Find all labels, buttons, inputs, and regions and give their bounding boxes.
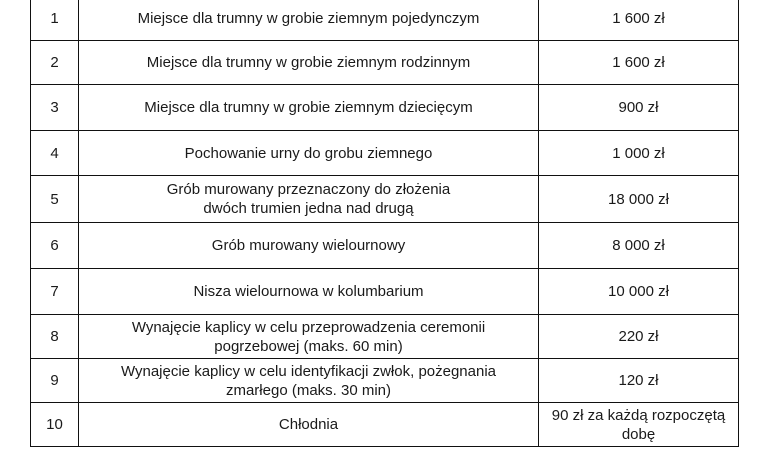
- row-description: Miejsce dla trumny w grobie ziemnym pojedynczym: [79, 0, 539, 41]
- row-description: Grób murowany wielournowy: [79, 223, 539, 269]
- table-row: [31, 85, 739, 131]
- table-row: [31, 41, 739, 85]
- row-price: 1 000 zł: [539, 131, 739, 176]
- row-description: Pochowanie urny do grobu ziemnego: [79, 131, 539, 176]
- row-number: 7: [31, 269, 79, 315]
- table-row: [31, 131, 739, 176]
- table-row: [31, 359, 739, 403]
- row-description: Wynajęcie kaplicy w celu przeprowadzenia ceremonii pogrzebowej (maks. 60 min): [79, 315, 539, 359]
- row-description: Miejsce dla trumny w grobie ziemnym rodzinnym: [79, 41, 539, 85]
- table-row: [31, 0, 739, 41]
- row-number: 9: [31, 359, 79, 403]
- row-description: Chłodnia: [79, 403, 539, 447]
- row-price: 18 000 zł: [539, 176, 739, 223]
- row-price: 1 600 zł: [539, 0, 739, 41]
- table-row: [31, 176, 739, 223]
- table-row: [31, 269, 739, 315]
- row-price: 8 000 zł: [539, 223, 739, 269]
- row-price: 900 zł: [539, 85, 739, 131]
- row-number: 1: [31, 0, 79, 41]
- row-number: 4: [31, 131, 79, 176]
- row-price: 1 600 zł: [539, 41, 739, 85]
- row-number: 8: [31, 315, 79, 359]
- table-row: [31, 315, 739, 359]
- row-number: 6: [31, 223, 79, 269]
- row-description: Grób murowany przeznaczony do złożenia dwóch trumien jedna nad drugą: [79, 176, 539, 223]
- row-number: 2: [31, 41, 79, 85]
- row-price: 220 zł: [539, 315, 739, 359]
- row-description: Nisza wielournowa w kolumbarium: [79, 269, 539, 315]
- price-table: [30, 0, 739, 447]
- table-row: [31, 403, 739, 447]
- row-price: 120 zł: [539, 359, 739, 403]
- table-row: [31, 223, 739, 269]
- row-number: 3: [31, 85, 79, 131]
- row-description: Miejsce dla trumny w grobie ziemnym dziecięcym: [79, 85, 539, 131]
- row-description: Wynajęcie kaplicy w celu identyfikacji zwłok, pożegnania zmarłego (maks. 30 min): [79, 359, 539, 403]
- row-number: 5: [31, 176, 79, 223]
- row-number: 10: [31, 403, 79, 447]
- row-price: 10 000 zł: [539, 269, 739, 315]
- row-price: 90 zł za każdą rozpoczętą dobę: [539, 403, 739, 447]
